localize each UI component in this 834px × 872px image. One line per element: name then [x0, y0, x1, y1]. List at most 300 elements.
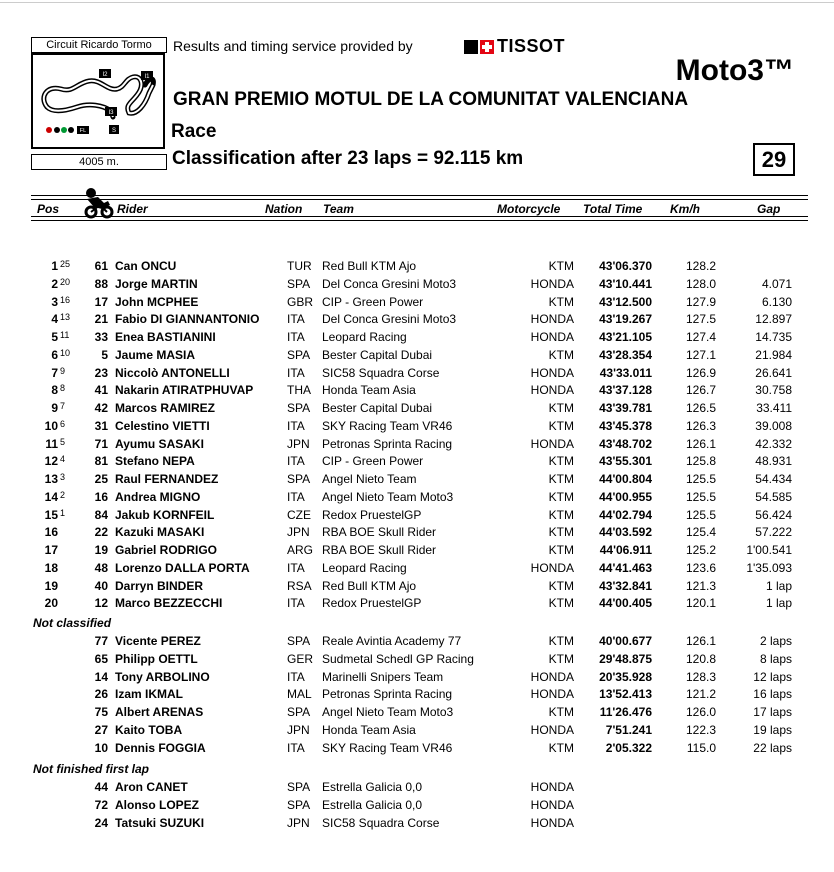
motorcycle: HONDA [530, 780, 574, 794]
motorcycle: KTM [548, 525, 574, 539]
nation: ITA [287, 561, 305, 575]
position: 5 [51, 330, 58, 344]
nation: JPN [287, 816, 310, 830]
motorcycle: KTM [548, 295, 574, 309]
rider-number: 88 [94, 277, 108, 291]
rider-number: 22 [94, 525, 108, 539]
not-classified-row [0, 740, 834, 757]
laps-box: 29 [753, 143, 795, 176]
average-speed: 128.0 [685, 277, 716, 291]
circuit-length: 4005 m. [31, 154, 167, 170]
gap: 1 lap [765, 579, 792, 593]
team-name: Bester Capital Dubai [322, 401, 433, 415]
classified-row [0, 524, 834, 541]
motorcycle: KTM [548, 348, 574, 362]
rider-number: 72 [94, 798, 108, 812]
nation: ITA [287, 670, 305, 684]
grid-position: 11 [60, 330, 70, 340]
total-time: 43'39.781 [599, 401, 652, 415]
track-layout-icon [33, 55, 163, 147]
team-name: Bester Capital Dubai [322, 348, 433, 362]
classified-row [0, 365, 834, 382]
position: 4 [51, 312, 58, 326]
motorcycle: HONDA [530, 330, 574, 344]
rider-number: 10 [94, 741, 108, 755]
grid-position: 6 [60, 419, 66, 429]
gap: 56.424 [755, 508, 792, 522]
nation: ITA [287, 366, 305, 380]
total-time: 44'41.463 [599, 561, 652, 575]
rider-number: 41 [94, 383, 108, 397]
header-kmh: Km/h [670, 202, 700, 216]
team-name: Del Conca Gresini Moto3 [322, 277, 457, 291]
not-finished-row [0, 815, 834, 832]
nation: GBR [287, 295, 314, 309]
team-name: Petronas Sprinta Racing [322, 437, 453, 451]
team-name: Petronas Sprinta Racing [322, 687, 453, 701]
gap: 48.931 [755, 454, 792, 468]
team-name: Estrella Galicia 0,0 [322, 798, 423, 812]
motorcycle: KTM [548, 543, 574, 557]
position: 15 [44, 508, 58, 522]
position: 1 [51, 259, 58, 273]
grid-position: 7 [60, 401, 66, 411]
total-time: 44'02.794 [599, 508, 652, 522]
classified-row [0, 329, 834, 346]
rider-number: 12 [94, 596, 108, 610]
gap: 57.222 [755, 525, 792, 539]
rider-number: 77 [94, 634, 108, 648]
grid-position: 10 [60, 348, 71, 358]
rider-number: 44 [94, 780, 108, 794]
rider-name: Celestino VIETTI [115, 419, 210, 433]
nation: ITA [287, 596, 305, 610]
classified-row [0, 560, 834, 577]
average-speed: 126.3 [685, 419, 716, 433]
rider-number: 40 [94, 579, 108, 593]
average-speed: 120.1 [685, 596, 716, 610]
gap: 19 laps [753, 723, 792, 737]
position: 2 [51, 277, 58, 291]
team-name: CIP - Green Power [322, 454, 424, 468]
svg-text:I1: I1 [144, 74, 150, 80]
total-time: 43'12.500 [599, 295, 652, 309]
motorcycle: KTM [548, 652, 574, 666]
rider-name: Jaume MASIA [115, 348, 196, 362]
not-classified-row [0, 686, 834, 703]
classified-row [0, 507, 834, 524]
rider-name: Jorge MARTIN [115, 277, 198, 291]
nation: ITA [287, 419, 305, 433]
team-name: Sudmetal Schedl GP Racing [322, 652, 474, 666]
circuit-map-icon [31, 53, 165, 149]
motorcycle: HONDA [530, 366, 574, 380]
team-name: Angel Nieto Team Moto3 [322, 705, 454, 719]
rider-number: 24 [94, 816, 108, 830]
header-gap: Gap [757, 202, 781, 216]
position: 6 [51, 348, 58, 362]
motorcycle: KTM [548, 705, 574, 719]
average-speed: 126.0 [685, 705, 716, 719]
total-time: 43'19.267 [599, 312, 652, 326]
total-time: 43'33.011 [599, 366, 652, 380]
total-time: 44'03.592 [599, 525, 652, 539]
gap: 16 laps [753, 687, 792, 701]
header-pos: Pos [37, 202, 60, 216]
rider-name: Albert ARENAS [115, 705, 204, 719]
rider-number: 75 [94, 705, 108, 719]
gap: 12 laps [753, 670, 792, 684]
classified-row [0, 489, 834, 506]
average-speed: 126.1 [685, 634, 716, 648]
nation: MAL [287, 687, 312, 701]
svg-text:I2: I2 [102, 72, 108, 78]
total-time: 11'26.476 [599, 705, 652, 719]
swiss-cross-icon [480, 40, 494, 54]
rider-number: 26 [94, 687, 108, 701]
team-name: Red Bull KTM Ajo [322, 579, 417, 593]
classification-title: Classification after 23 laps = 92.115 km [172, 148, 524, 169]
nation: THA [287, 383, 311, 397]
total-time: 44'00.804 [599, 472, 652, 486]
gap: 33.411 [756, 401, 792, 415]
motorcycle: KTM [548, 259, 574, 273]
team-name: SIC58 Squadra Corse [322, 816, 440, 830]
gap: 26.641 [755, 366, 792, 380]
motorcycle: HONDA [530, 277, 574, 291]
rider-name: Marco BEZZECCHI [115, 596, 223, 610]
nation: RSA [287, 579, 312, 593]
classified-row [0, 542, 834, 559]
motorcycle: KTM [548, 454, 574, 468]
rider-name: Dennis FOGGIA [115, 741, 206, 755]
rider-number: 16 [94, 490, 108, 504]
not-classified-row [0, 704, 834, 721]
position: 20 [44, 596, 58, 610]
average-speed: 123.6 [685, 561, 716, 575]
rider-name: Lorenzo DALLA PORTA [115, 561, 250, 575]
classified-row [0, 436, 834, 453]
motorcycle: KTM [548, 419, 574, 433]
rider-name: Tatsuki SUZUKI [115, 816, 205, 830]
timing-provider: Results and timing service provided by [173, 38, 413, 54]
average-speed: 125.5 [685, 490, 716, 504]
team-name: Honda Team Asia [322, 723, 416, 737]
team-name: RBA BOE Skull Rider [322, 525, 437, 539]
header-motorcycle: Motorcycle [497, 202, 561, 216]
svg-text:FL: FL [79, 128, 87, 134]
team-name: SKY Racing Team VR46 [322, 419, 453, 433]
total-time: 43'06.370 [599, 259, 652, 273]
not-finished-row [0, 779, 834, 796]
motorcycle: KTM [548, 579, 574, 593]
sponsor-logo [464, 36, 565, 57]
svg-text:S: S [111, 128, 117, 134]
rider-number: 23 [94, 366, 108, 380]
rider-name: Tony ARBOLINO [115, 670, 210, 684]
nation: GER [287, 652, 314, 666]
total-time: 44'06.911 [599, 543, 652, 557]
nation: JPN [287, 525, 310, 539]
position: 17 [44, 543, 58, 557]
team-name: Redox PruestelGP [322, 508, 422, 522]
motorcycle: HONDA [530, 437, 574, 451]
grid-position: 8 [60, 383, 66, 393]
gap: 54.434 [755, 472, 792, 486]
section-not-finished: Not finished first lap [33, 762, 150, 776]
gap: 12.897 [755, 312, 792, 326]
nation: SPA [287, 705, 311, 719]
total-time: 29'48.875 [599, 652, 652, 666]
position: 11 [45, 437, 58, 451]
grid-position: 9 [60, 366, 66, 376]
total-time: 44'00.405 [599, 596, 652, 610]
rider-number: 5 [101, 348, 108, 362]
rider-name: Gabriel RODRIGO [115, 543, 218, 557]
gap: 14.735 [755, 330, 792, 344]
rider-number: 19 [94, 543, 108, 557]
motorcycle: KTM [548, 472, 574, 486]
position: 18 [44, 561, 58, 575]
rider-name: Raul FERNANDEZ [115, 472, 219, 486]
team-name: Leopard Racing [322, 561, 407, 575]
gap: 54.585 [755, 490, 792, 504]
classified-row [0, 471, 834, 488]
motorcycle: KTM [548, 741, 574, 755]
average-speed: 127.5 [685, 312, 716, 326]
gap: 17 laps [753, 705, 792, 719]
not-classified-row [0, 669, 834, 686]
nation: TUR [287, 259, 312, 273]
rider-number: 65 [94, 652, 108, 666]
average-speed: 126.7 [685, 383, 716, 397]
not-classified-row [0, 633, 834, 650]
team-name: Reale Avintia Academy 77 [322, 634, 462, 648]
rider-number: 84 [94, 508, 108, 522]
circuit-name: Circuit Ricardo Tormo [31, 37, 167, 53]
average-speed: 121.2 [685, 687, 716, 701]
classified-row [0, 294, 834, 311]
motorcycle: KTM [548, 634, 574, 648]
header-rule-bottom [31, 216, 808, 221]
team-name: Angel Nieto Team [322, 472, 417, 486]
classified-row [0, 453, 834, 470]
rider-name: Can ONCU [115, 259, 177, 273]
total-time: 44'00.955 [599, 490, 652, 504]
header-total-time: Total Time [583, 202, 643, 216]
motorcycle: HONDA [530, 312, 574, 326]
grid-position: 16 [60, 295, 71, 305]
average-speed: 121.3 [685, 579, 716, 593]
team-name: Honda Team Asia [322, 383, 416, 397]
average-speed: 126.9 [685, 366, 716, 380]
rider-name: John MCPHEE [115, 295, 199, 309]
position: 13 [44, 472, 58, 486]
team-name: SIC58 Squadra Corse [322, 366, 440, 380]
rider-name: Izam IKMAL [115, 687, 184, 701]
team-name: Red Bull KTM Ajo [322, 259, 417, 273]
rider-number: 17 [94, 295, 108, 309]
total-time: 2'05.322 [605, 741, 652, 755]
classified-row [0, 347, 834, 364]
event-title: GRAN PREMIO MOTUL DE LA COMUNITAT VALENCIANA [173, 89, 689, 110]
rider-name: Fabio DI GIANNANTONIO [115, 312, 260, 326]
nation: ITA [287, 490, 305, 504]
rider-number: 48 [94, 561, 108, 575]
position: 3 [51, 295, 58, 309]
average-speed: 127.9 [685, 295, 716, 309]
nation: ARG [287, 543, 314, 557]
grid-position: 3 [60, 472, 66, 482]
average-speed: 125.5 [685, 472, 716, 486]
grid-position: 20 [60, 277, 71, 287]
svg-text:I3: I3 [108, 110, 114, 116]
motorcycle: KTM [548, 490, 574, 504]
rider-number: 14 [94, 670, 108, 684]
tissot-t-icon [464, 40, 478, 54]
nation: SPA [287, 401, 311, 415]
motorcycle: HONDA [530, 723, 574, 737]
motorcycle: HONDA [530, 561, 574, 575]
position: 9 [51, 401, 58, 415]
rider-number: 42 [94, 401, 108, 415]
grid-position: 1 [60, 508, 66, 518]
not-classified-row [0, 722, 834, 739]
nation: SPA [287, 780, 311, 794]
position: 19 [44, 579, 58, 593]
position: 8 [51, 383, 58, 397]
motorcycle: HONDA [530, 816, 574, 830]
nation: SPA [287, 798, 311, 812]
team-name: Marinelli Snipers Team [322, 670, 444, 684]
team-name: SKY Racing Team VR46 [322, 741, 453, 755]
total-time: 43'28.354 [599, 348, 652, 362]
nation: CZE [287, 508, 311, 522]
average-speed: 128.2 [685, 259, 716, 273]
gap: 1 lap [765, 596, 792, 610]
nation: SPA [287, 277, 311, 291]
position: 16 [44, 525, 58, 539]
nation: ITA [287, 454, 305, 468]
nation: SPA [287, 472, 311, 486]
classified-row [0, 382, 834, 399]
gap: 6.130 [761, 295, 792, 309]
motorcycle: HONDA [530, 383, 574, 397]
grid-position: 13 [60, 312, 71, 322]
gap: 42.332 [755, 437, 792, 451]
motorcycle-rider-icon [82, 187, 114, 219]
rider-number: 71 [94, 437, 108, 451]
average-speed: 125.8 [685, 454, 716, 468]
category-title: Moto3™ [675, 54, 794, 87]
rider-number: 33 [94, 330, 108, 344]
rider-name: Alonso LOPEZ [115, 798, 199, 812]
motorcycle: HONDA [530, 670, 574, 684]
nation: SPA [287, 348, 311, 362]
motorcycle: KTM [548, 401, 574, 415]
total-time: 40'00.677 [599, 634, 652, 648]
total-time: 43'32.841 [599, 579, 652, 593]
average-speed: 125.2 [685, 543, 716, 557]
header-team: Team [323, 202, 354, 216]
position: 12 [44, 454, 58, 468]
total-time: 43'10.441 [599, 277, 652, 291]
gap: 22 laps [753, 741, 792, 755]
classified-row [0, 578, 834, 595]
average-speed: 120.8 [685, 652, 716, 666]
rider-number: 21 [94, 312, 108, 326]
nation: JPN [287, 437, 310, 451]
grid-position: 5 [60, 437, 66, 447]
team-name: Estrella Galicia 0,0 [322, 780, 423, 794]
motorcycle: HONDA [530, 687, 574, 701]
rider-number: 61 [94, 259, 108, 273]
classified-row [0, 418, 834, 435]
average-speed: 126.5 [685, 401, 716, 415]
gap: 21.984 [755, 348, 792, 362]
average-speed: 125.4 [685, 525, 716, 539]
rider-name: Ayumu SASAKI [115, 437, 204, 451]
nation: ITA [287, 330, 305, 344]
rider-number: 31 [94, 419, 108, 433]
rider-number: 25 [94, 472, 108, 486]
rider-name: Kazuki MASAKI [115, 525, 205, 539]
position: 14 [44, 490, 58, 504]
grid-position: 4 [60, 454, 66, 464]
nation: SPA [287, 634, 311, 648]
gap: 30.758 [755, 383, 792, 397]
classified-row [0, 400, 834, 417]
average-speed: 122.3 [685, 723, 716, 737]
position: 7 [51, 366, 58, 380]
top-border [0, 2, 834, 3]
rider-name: Stefano NEPA [115, 454, 195, 468]
nation: ITA [287, 312, 305, 326]
total-time: 43'55.301 [599, 454, 652, 468]
sponsor-name: TISSOT [497, 36, 566, 56]
position: 10 [44, 419, 58, 433]
motorcycle: KTM [548, 508, 574, 522]
rider-number: 27 [94, 723, 108, 737]
session-title: Race [171, 121, 217, 142]
team-name: Angel Nieto Team Moto3 [322, 490, 454, 504]
rider-name: Niccolò ANTONELLI [115, 366, 230, 380]
total-time: 13'52.413 [599, 687, 652, 701]
team-name: CIP - Green Power [322, 295, 424, 309]
gap: 1'00.541 [746, 543, 792, 557]
gap: 39.008 [755, 419, 792, 433]
rider-name: Kaito TOBA [115, 723, 183, 737]
classified-row [0, 276, 834, 293]
team-name: Leopard Racing [322, 330, 407, 344]
total-time: 43'48.702 [599, 437, 652, 451]
rider-name: Vicente PEREZ [115, 634, 201, 648]
header-nation: Nation [265, 202, 303, 216]
header-rule-top [31, 195, 808, 200]
rider-name: Andrea MIGNO [115, 490, 201, 504]
average-speed: 127.1 [685, 348, 716, 362]
rider-name: Aron CANET [115, 780, 188, 794]
total-time: 43'21.105 [599, 330, 652, 344]
average-speed: 125.5 [685, 508, 716, 522]
motorcycle: HONDA [530, 798, 574, 812]
grid-position: 2 [60, 490, 66, 500]
rider-name: Philipp OETTL [115, 652, 198, 666]
classified-row [0, 595, 834, 612]
average-speed: 126.1 [685, 437, 716, 451]
total-time: 7'51.241 [605, 723, 652, 737]
classified-row [0, 258, 834, 275]
